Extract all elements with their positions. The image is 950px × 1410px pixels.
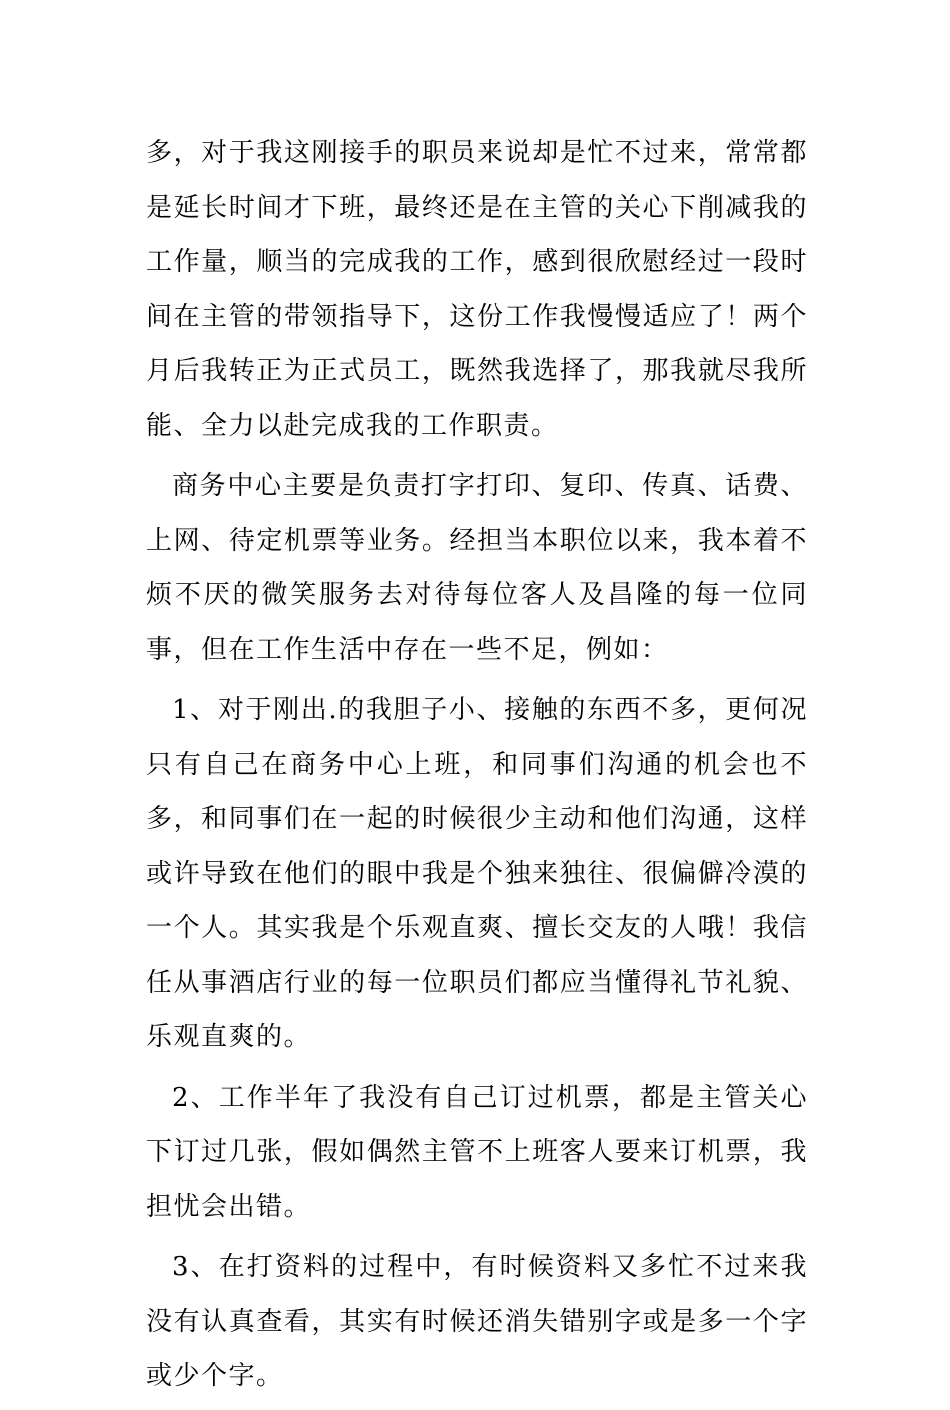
document-body — [146, 126, 808, 1410]
paragraph-continuation: 多，对于我这刚接手的职员来说却是忙不过来，常常都是延长时间才下班，最终还是在主管的关心下削减我的工作量，顺当的完成我的工作，感到很欣慰经过一段时间在主管的带领指导下，这份工作我慢慢适应了！两个月后我转正为正式员工，既然我选择了，那我就尽我所能、全力以赴完成我的工作职责。 — [146, 138, 808, 441]
paragraph-item-3: 3、在打资料的过程中，有时候资料又多忙不过来我没有认真查看，其实有时候还消失错别字或是多一个字或少个字。 — [146, 1252, 808, 1391]
paragraph-item-2: 2、工作半年了我没有自己订过机票，都是主管关心下订过几张，假如偶然主管不上班客人要来订机票，我担忧会出错。 — [146, 1082, 808, 1222]
paragraph-business-center: 商务中心主要是负责打字打印、复印、传真、话费、上网、待定机票等业务。经担当本职位以来，我本着不烦不厌的微笑服务去对待每位客人及昌隆的每一位同事，但在工作生活中存在一些不足，例如： — [146, 471, 808, 665]
paragraph-item-1: 1、对于刚出.的我胆子小、接触的东西不多，更何况只有自己在商务中心上班，和同事们沟通的机会也不多，和同事们在一起的时候很少主动和他们沟通，这样或许导致在他们的眼中我是个独来独往、很偏僻冷漠的一个人。其实我是个乐观直爽、擅长交友的人哦！我信任从事酒店行业的每一位职员们都应当懂得礼节礼貌、乐观直爽的。 — [146, 695, 808, 1052]
